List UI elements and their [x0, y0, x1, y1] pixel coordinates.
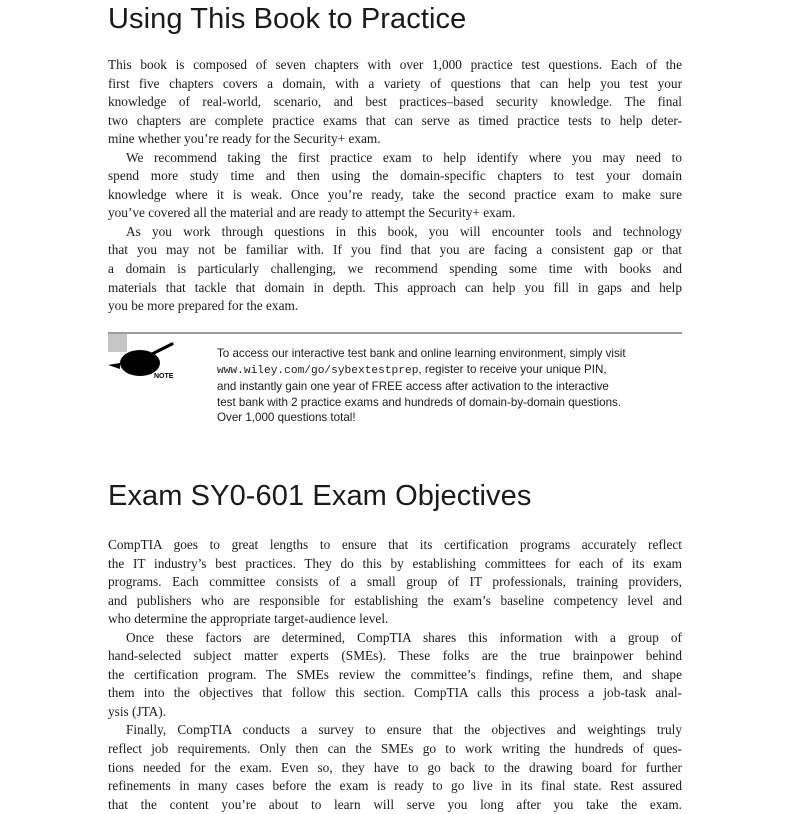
note-line: Over 1,000 questions total!: [217, 411, 356, 425]
paragraph-line: mine whether you’re ready for the Security+ exam.: [108, 131, 381, 147]
paragraph-line: the certification program. The SMEs review the committee’s findings, refine them, and shape: [108, 666, 682, 682]
paragraph-line: refinements in many cases before the exam is ready to go live in its final state. Rest assured: [108, 778, 682, 794]
paragraph-line: and publishers who are responsible for establishing the exam’s baseline competency level and: [108, 592, 682, 608]
paragraph-line: knowledge of real-world, scenario, and best practices–based security knowledge. The final: [108, 94, 682, 110]
paragraph-line: a domain is particularly challenging, we recommend spending some time with books and: [108, 261, 682, 277]
paragraph-line: hand-selected subject matter experts (SMEs). These folks are the true brainpower behind: [108, 648, 682, 664]
paragraph-line: Finally, CompTIA conducts a survey to ensure that the objectives and weightings truly: [126, 722, 682, 738]
paragraph-line: tions needed for the exam. Even so, they have to go back to the drawing board for further: [108, 759, 682, 775]
note-pen-icon: [108, 340, 178, 386]
paragraph-line: reflect job requirements. Only then can the SMEs go to work writing the hundreds of ques-: [108, 741, 682, 757]
paragraph-line: ysis (JTA).: [108, 703, 167, 719]
note-line: [217, 362, 687, 380]
paragraph-line: you’ve covered all the material and are ready to attempt the Security+ exam.: [108, 205, 516, 221]
paragraph-line: spend more study time and then using the domain-specific chapters to test your domain: [108, 168, 682, 184]
paragraph-line: Once these factors are determined, CompTIA shares this information with a group of: [126, 629, 682, 645]
paragraph-line: that the content you’re about to learn will serve you long after you take the exam.: [108, 796, 682, 812]
note-line: test bank with 2 practice exams and hundreds of domain-by-domain questions.: [217, 395, 622, 409]
paragraph-line: first five chapters covers a domain, with a variety of questions that can help you test your: [108, 75, 682, 91]
note-line: To access our interactive test bank and online learning environment, simply visit: [217, 347, 626, 360]
paragraph-line: We recommend taking the first practice exam to help identify where you may need to: [126, 149, 682, 165]
paragraph-line: them into the objectives that follow this section. CompTIA calls this process a job-task anal-: [108, 685, 682, 701]
paragraph-line: you be more prepared for the exam.: [108, 298, 299, 314]
note-top-rule: [108, 332, 682, 334]
paragraph-line: the IT industry’s best practices. They do this by establishing committees for each of its exam: [108, 555, 682, 571]
paragraph-line: who determine the appropriate target-audience level.: [108, 611, 389, 627]
section-body-using-this-book: [108, 56, 682, 316]
paragraph-line: that you may not be familiar with. If you find that you are facing a consistent gap or that: [108, 242, 682, 258]
paragraph-line: knowledge where it is weak. Once you’re ready, take the second practice exam to make sure: [108, 186, 682, 202]
note-icon-label: NOTE: [154, 373, 174, 380]
paragraph-line: materials that tackle that domain in depth. This approach can help you fill in gaps and help: [108, 279, 682, 295]
note-line-rest: , register to receive your unique PIN,: [418, 362, 607, 376]
section-body-exam-objectives: [108, 536, 682, 814]
paragraph-line: CompTIA goes to great lengths to ensure that its certification programs accurately reflect: [108, 537, 682, 552]
paragraph-line: This book is composed of seven chapters with over 1,000 practice test questions. Each of the: [108, 57, 682, 72]
note-callout: [217, 346, 687, 426]
note-url-link[interactable]: www.wiley.com/go/sybextestprep: [217, 364, 419, 377]
paragraph-line: As you work through questions in this book, you will encounter tools and technology: [126, 223, 682, 239]
paragraph-line: two chapters are complete practice exams that can serve as timed practice tests to help deter-: [108, 112, 682, 128]
note-line: and instantly gain one year of FREE access after activation to the interactive: [217, 380, 609, 394]
paragraph-line: programs. Each committee consists of a small group of IT professionals, training providers,: [108, 574, 682, 590]
section-heading-using-this-book: Using This Book to Practice: [108, 3, 467, 35]
section-heading-exam-objectives: Exam SY0-601 Exam Objectives: [108, 480, 532, 512]
